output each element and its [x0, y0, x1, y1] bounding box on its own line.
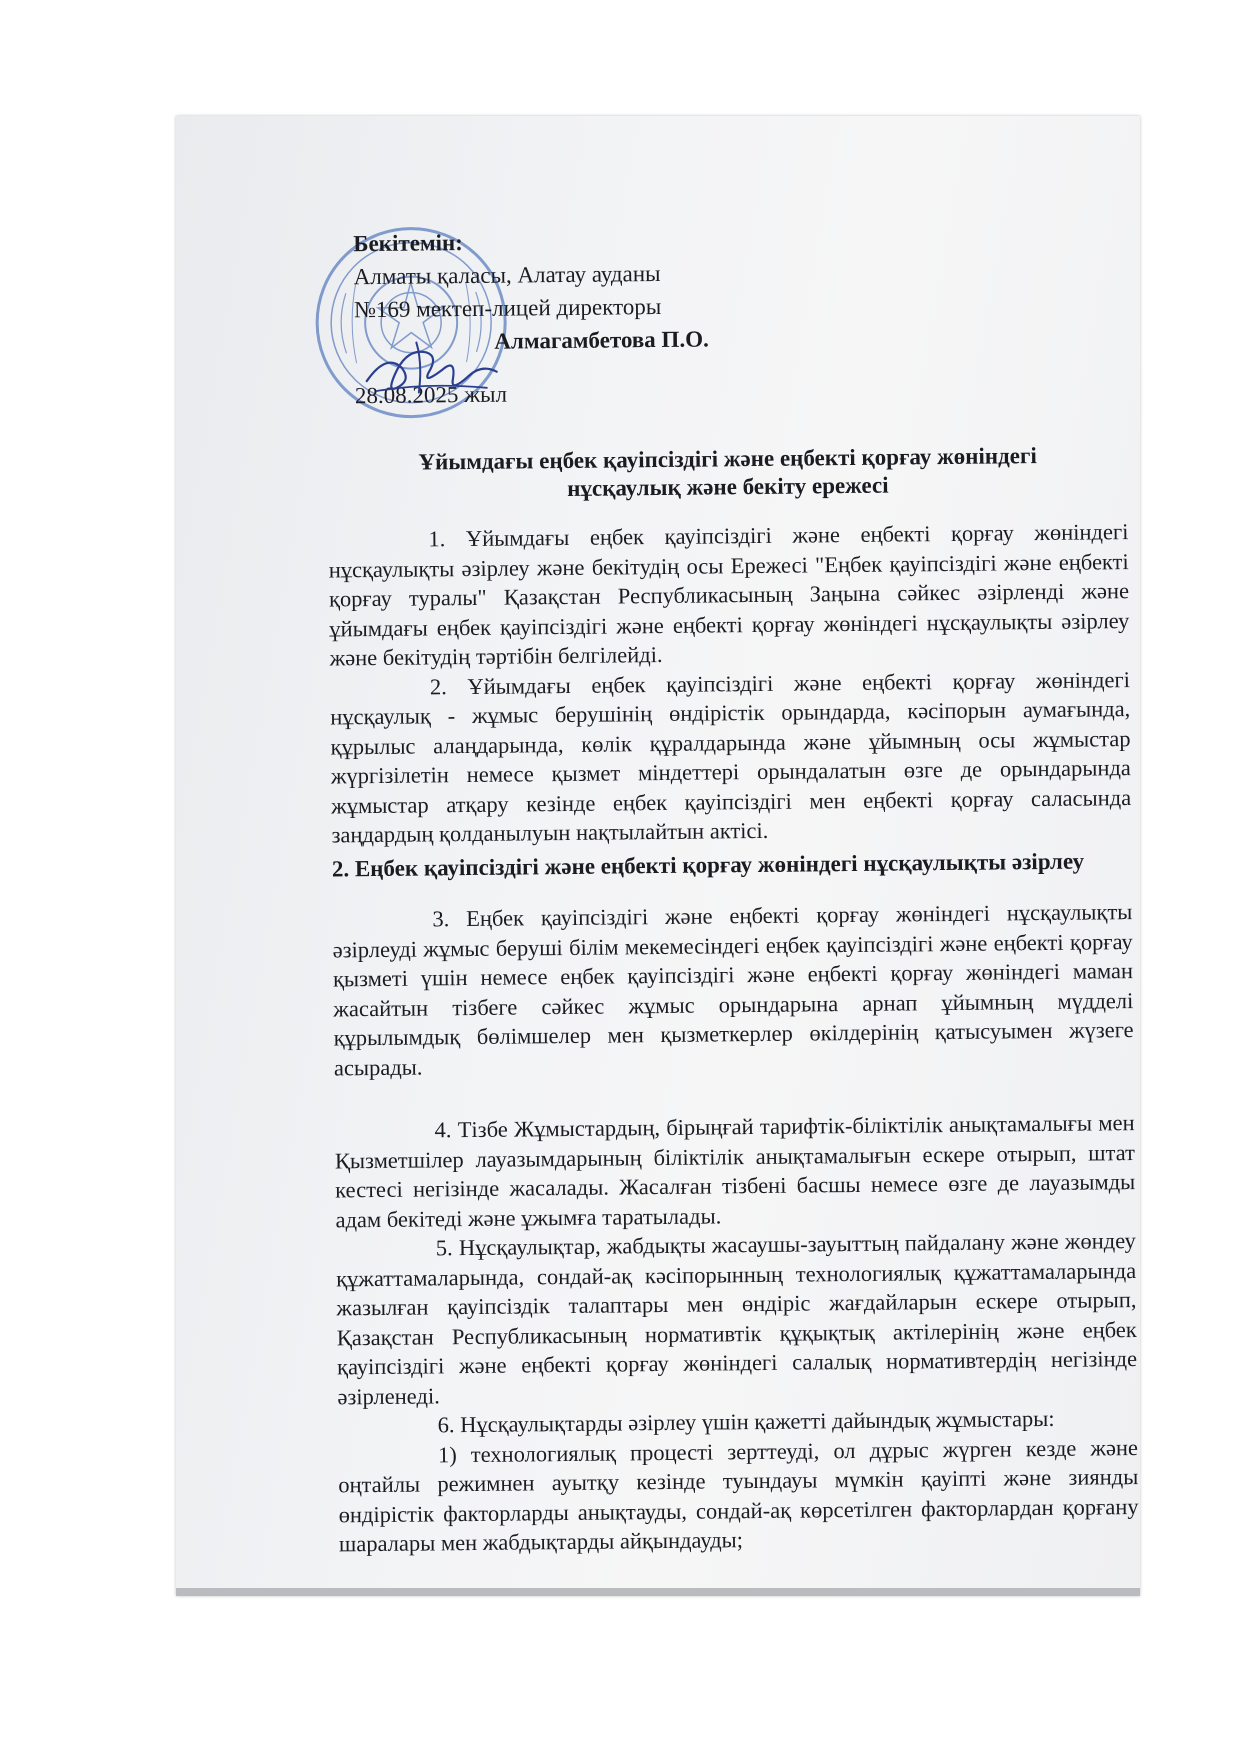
document-body: [327, 441, 1139, 1559]
paragraph-4: 4. Тізбе Жұмыстардың, бірыңғай тарифтік-біліктілік анықтамалығы мен Қызметшілер лауазымдарының біліктілік анықтамалығын ескере отырып, штат кестесі негізінде жасалады. Жасалған тізбені басшы немесе өзге де лауазымды адам бекітеді және ұжымға таратылады.: [334, 1110, 1136, 1232]
document-title-line2: нұсқаулық және бекіту ережесі: [567, 472, 889, 501]
document-title: [327, 441, 1128, 505]
paragraph-5: 5. Нұсқаулықтар, жабдықты жасаушы-зауыттың пайдалану және жөндеу құжаттамаларында, сондай-ақ кәсіпорынның технологиялық құжаттамаларында жазылған қауіпсіздік талаптары мен өндіріс жағдайларын ескере отырып, Қазақстан Республикасының нормативтік құқықтық актілерінің және еңбек қауіпсіздігі және еңбекті қорғау жөніндегі салалық нормативтердің негізінде әзірленеді.: [336, 1228, 1138, 1409]
section-2-heading: 2. Еңбек қауіпсіздігі және еңбекті қорғау жөніндегі нұсқаулықты әзірлеу: [331, 848, 1085, 881]
paragraph-6: 6. Нұсқаулықтарды әзірлеу үшін қажетті дайындық жұмыстары:: [437, 1405, 1055, 1438]
paragraph-6-item-1: 1) технологиялық процесті зерттеуді, ол дұрыс жүрген кезде және оңтайлы режимнен ауытқу кезінде туындауы мүмкін қауіпті және зиянды өндірістік факторларды анықтауды, сондай-ақ көрсетілген факторлардан қорғану шаралары мен жабдықтарды айқындауды;: [338, 1434, 1139, 1557]
document-photo: [176, 116, 1140, 1596]
handwritten-signature: [356, 332, 507, 404]
document-page: [176, 111, 1155, 1601]
approval-label: Бекітемін:: [353, 230, 463, 257]
approval-director-name: Алмагамбетова П.О.: [494, 326, 709, 354]
approval-position: №169 мектеп-лицей директоры: [353, 293, 662, 323]
paragraph-1: 1. Ұйымдағы еңбек қауіпсіздігі және еңбекті қорғау жөніндегі нұсқаулықты әзірлеу және бекітудің осы Ережесі "Еңбек қауіпсіздігі және еңбекті қорғау туралы" Қазақстан Республикасының Заңына сәйкес әзірленді және ұйымдағы еңбек қауіпсіздігі және еңбекті қорғау жөніндегі нұсқаулықты әзірлеу және бекітудің тәртібін белгілейді.: [328, 519, 1130, 671]
approval-date: 28.08.2025 жыл: [354, 381, 508, 409]
approval-city: Алматы қаласы, Алатау ауданы: [353, 260, 661, 290]
document-title-line1: Ұйымдағы еңбек қауіпсіздігі және еңбекті қорғау жөніндегі: [418, 443, 1037, 475]
paragraph-2: 2. Ұйымдағы еңбек қауіпсіздігі және еңбекті қорғау жөніндегі нұсқаулық - жұмыс берушінің өндірістік орындарда, кәсіпорын аумағында, құрылыс алаңдарында, көлік құралдарында және ұйымның осы жұмыстар жүргізілетін немесе қызмет міндеттері орындалатын өзге де орындарында жұмыстар атқару кезінде еңбек қауіпсіздігі мен еңбекті қорғау саласында заңдардың қолданылуын нақтылайтын актісі.: [330, 666, 1132, 848]
paragraph-3: 3. Еңбек қауіпсіздігі және еңбекті қорғау жөніндегі нұсқаулықты әзірлеуді жұмыс беруші білім мекемесіндегі еңбек қауіпсіздігі және еңбекті қорғау қызметі үшін немесе еңбек қауіпсіздігі және еңбекті қорғау жөніндегі маман жасайтын тізбеге сәйкес жұмыс орындарына арнап ұйымның мүдделі құрылымдық бөлімшелер мен қызметкерлер өкілдерінің қатысуымен жүзеге асырады.: [332, 899, 1134, 1080]
